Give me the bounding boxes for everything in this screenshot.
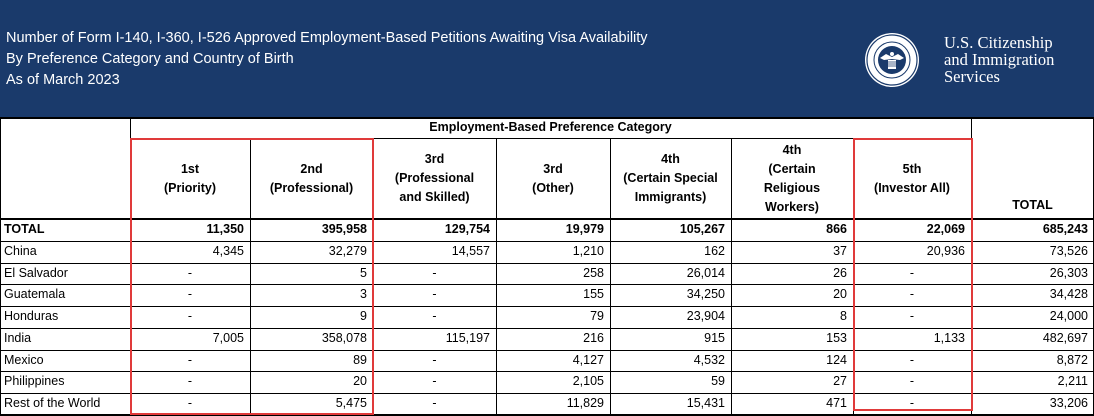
table-cell: 115,197 xyxy=(445,330,490,345)
grid-vline xyxy=(731,138,732,415)
table-cell: 20 xyxy=(833,287,847,302)
table-cell: - xyxy=(187,287,193,302)
table-cell: 11,829 xyxy=(566,396,604,410)
table-cell: 32,279 xyxy=(328,243,367,258)
table-cell: - xyxy=(187,352,193,367)
column-header: 4th (Certain Religious Workers) xyxy=(763,142,821,214)
table-cell: 866 xyxy=(826,222,847,236)
table-cell: 915 xyxy=(704,330,725,345)
report-title xyxy=(6,28,648,91)
table-cell: 27 xyxy=(833,374,847,389)
table-cell: - xyxy=(187,265,193,280)
row-label: TOTAL xyxy=(4,222,45,236)
agency-line-1: U.S. Citizenship xyxy=(944,33,1053,52)
table-cell: 23,904 xyxy=(686,309,725,323)
agency-line-2: and Immigration xyxy=(944,50,1055,69)
table-cell: 37 xyxy=(833,243,847,258)
table-cell: 3 xyxy=(360,287,367,302)
table-cell: - xyxy=(432,396,437,410)
table-cell: 1,133 xyxy=(933,330,965,345)
table-cell: - xyxy=(432,309,437,323)
table-cell: 7,005 xyxy=(212,330,244,345)
table-cell: 33,206 xyxy=(1049,396,1088,410)
table-cell: 59 xyxy=(711,374,725,389)
table-cell: 2,105 xyxy=(572,374,604,389)
table-cell: - xyxy=(432,287,437,302)
table-cell: 395,958 xyxy=(321,222,367,236)
table-cell: 5,475 xyxy=(335,396,367,410)
table-cell: 20,936 xyxy=(926,243,965,258)
table-cell: - xyxy=(432,265,437,280)
table-cell: 4,532 xyxy=(693,352,725,367)
header-banner xyxy=(0,0,1094,117)
table-cell: 4,127 xyxy=(572,352,604,367)
table-cell: 4,345 xyxy=(212,243,244,258)
title-line-2: By Preference Category and Country of Birth xyxy=(6,51,294,67)
table-cell: - xyxy=(909,374,915,389)
table-cell: 1,210 xyxy=(572,243,604,258)
column-header: 4th (Certain Special Immigrants) xyxy=(623,152,718,204)
highlight-box xyxy=(853,138,973,411)
table-cell: 34,428 xyxy=(1049,287,1088,302)
table-cell: 79 xyxy=(590,309,604,323)
title-line-1: Number of Form I-140, I-360, I-526 Approved Employment-Based Petitions Awaiting Visa Availability xyxy=(6,30,648,46)
row-label: Rest of the World xyxy=(4,396,101,410)
grid-vline xyxy=(0,117,1,415)
table-cell: 89 xyxy=(353,352,367,367)
table-cell: 105,267 xyxy=(679,222,725,236)
row-label: Honduras xyxy=(4,309,59,323)
table-cell: 34,250 xyxy=(686,287,725,302)
column-header: 1st (Priority) xyxy=(163,161,217,195)
table-cell: 15,431 xyxy=(686,396,725,410)
table-cell: - xyxy=(432,374,437,389)
row-label: Mexico xyxy=(4,352,44,367)
row-label: El Salvador xyxy=(4,265,68,280)
table-cell: - xyxy=(909,287,915,302)
column-header: 3rd (Other) xyxy=(532,161,574,195)
table-cell: 153 xyxy=(826,330,847,345)
column-header: 5th (Investor All) xyxy=(874,161,950,195)
table-cell: - xyxy=(432,352,437,367)
table-cell: - xyxy=(909,352,915,367)
table-cell: - xyxy=(909,265,915,280)
agency-line-3: Services xyxy=(944,67,1000,86)
column-header: 3rd (Professional and Skilled) xyxy=(394,152,475,204)
table-cell: 482,697 xyxy=(1042,330,1088,345)
grid-vline xyxy=(496,138,497,415)
table-cell: 14,557 xyxy=(451,243,490,258)
column-header: TOTAL xyxy=(1012,198,1053,212)
table-cell: 26,014 xyxy=(686,265,725,280)
table-cell: 129,754 xyxy=(444,222,490,236)
group-header: Employment-Based Preference Category xyxy=(429,120,672,134)
row-label: India xyxy=(4,330,32,345)
table-cell: 26,303 xyxy=(1049,265,1088,280)
table-cell: 124 xyxy=(826,352,847,367)
table-cell: - xyxy=(909,309,915,323)
table-cell: 162 xyxy=(704,243,725,258)
table-cell: 8 xyxy=(840,309,847,323)
row-label: China xyxy=(4,243,37,258)
table-cell: - xyxy=(187,396,193,410)
table-cell: 11,350 xyxy=(206,222,244,236)
table-cell: 471 xyxy=(826,396,847,410)
table-cell: 26 xyxy=(833,265,847,280)
row-label: Philippines xyxy=(4,374,65,389)
table-cell: 216 xyxy=(583,330,604,345)
column-header: 2nd (Professional) xyxy=(269,161,354,195)
agency-name xyxy=(944,34,1054,85)
table-cell: 24,000 xyxy=(1049,309,1088,323)
grid-vline xyxy=(610,138,611,415)
table-cell: 685,243 xyxy=(1042,222,1088,236)
row-label: Guatemala xyxy=(4,287,66,302)
table-cell: 155 xyxy=(583,287,604,302)
table-cell: 22,069 xyxy=(926,222,965,236)
table-cell: 2,211 xyxy=(1057,374,1088,389)
table-cell: - xyxy=(187,374,193,389)
table-cell: 8,872 xyxy=(1056,352,1088,367)
table-cell: 9 xyxy=(360,309,367,323)
table-cell: 19,979 xyxy=(565,222,604,236)
table-cell: - xyxy=(909,396,915,410)
title-line-3: As of March 2023 xyxy=(6,72,120,88)
table-cell: 5 xyxy=(360,265,367,280)
highlight-box xyxy=(130,138,374,415)
table-cell: 358,078 xyxy=(321,330,367,345)
table-cell: - xyxy=(187,309,193,323)
grid-hline xyxy=(0,117,1094,119)
table-cell: 73,526 xyxy=(1049,243,1088,258)
dhs-seal-icon xyxy=(864,32,920,88)
table-cell: 20 xyxy=(353,374,367,389)
table-cell: 258 xyxy=(583,265,604,280)
